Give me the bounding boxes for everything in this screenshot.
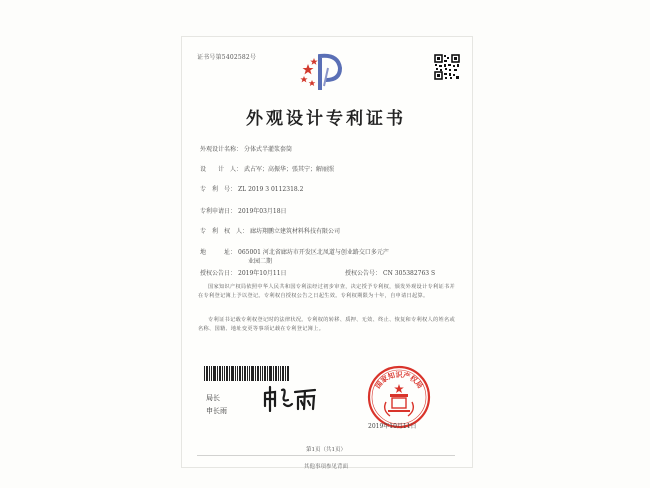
field-value: 2019年03月18日 [238, 208, 287, 215]
field-grant-number [345, 268, 435, 277]
field-value: CN 305382763 S [383, 270, 436, 277]
field-value: 065001 河北省廊坊市开发区北凤道与创业路交口多元产 [238, 249, 389, 256]
paragraph-grant: 国家知识产权局依照中华人民共和国专利法经过初步审查，决定授予专利权，颁发外观设计专利证书并在专利登记簿上予以登记。专利权自授权公告之日起生效。专利权期限为十年，自申请日起算。 [198, 284, 455, 299]
field-label: 专利申请日： [200, 208, 237, 215]
certificate-number: 证书号第5402582号 [197, 54, 257, 61]
field-label: 地 址： [200, 249, 237, 256]
handwritten-signature-icon [262, 384, 320, 412]
certificate-title: 外观设计专利证书 [246, 109, 406, 129]
footer-divider [197, 455, 455, 456]
field-designer [200, 164, 334, 173]
signatory-title: 局长 [206, 394, 220, 402]
field-label: 授权公告日： [200, 270, 237, 277]
seal-date: 2019年10月11日 [368, 423, 417, 430]
field-value: 分体式半灌浆套筒 [244, 146, 293, 153]
signatory-name: 申长雨 [206, 407, 227, 415]
barcode-icon [204, 366, 290, 381]
qr-code-icon [434, 54, 460, 80]
field-label: 专 利 号： [200, 186, 237, 193]
field-value: 武占军；高振华；張其宁；解丽照 [244, 166, 335, 173]
page-number: 第1页（共1页） [306, 447, 346, 453]
field-filing-date [200, 206, 287, 215]
field-value: 业园二期 [248, 258, 273, 265]
field-label: 设 计 人： [200, 166, 243, 173]
field-address-continued [246, 256, 272, 265]
field-grant-date [200, 268, 287, 277]
field-design-name [200, 144, 292, 153]
field-label: 专 利 权 人： [200, 228, 249, 235]
field-patentee [200, 226, 340, 235]
field-address [200, 247, 389, 256]
field-label: 授权公告号： [345, 270, 382, 277]
field-value: 2019年10月11日 [238, 270, 287, 277]
footer-note: 其他事项参见背面 [303, 464, 348, 470]
seal-text: 国家知识产权局 [373, 371, 425, 391]
field-patent-number [200, 184, 303, 193]
field-value: ZL 2019 3 0112318.2 [238, 186, 304, 193]
field-label: 外观设计名称： [200, 146, 243, 153]
field-value: 廊坊翔鹏立建筑材料科技有限公司 [250, 228, 341, 235]
cnipa-emblem-icon [298, 50, 348, 92]
paragraph-legal-status: 专利证书记载专利权登记时的法律状况。专利权的转移、质押、无效、终止、恢复和专利权人的姓名或名称、国籍、地址变更等事项记载在专利登记簿上。 [198, 317, 455, 332]
